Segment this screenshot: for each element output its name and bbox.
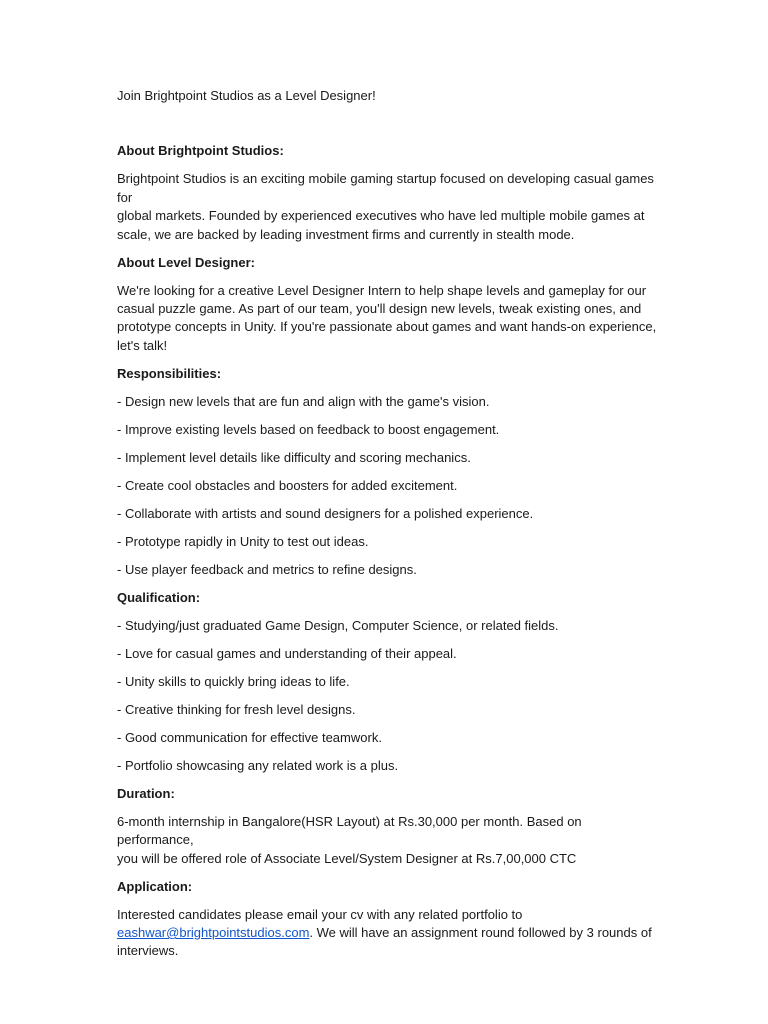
qualification-item: - Unity skills to quickly bring ideas to life. <box>117 673 350 689</box>
responsibility-item: - Implement level details like difficulty and scoring mechanics. <box>117 449 471 465</box>
qualification-item: - Creative thinking for fresh level designs. <box>117 701 356 717</box>
intro-line: Join Brightpoint Studios as a Level Designer! <box>117 88 376 103</box>
about-company-line: Brightpoint Studios is an exciting mobile gaming startup focused on developing casual games for <box>117 171 654 205</box>
responsibility-item: - Use player feedback and metrics to refine designs. <box>117 561 417 577</box>
responsibility-item: - Improve existing levels based on feedback to boost engagement. <box>117 421 500 437</box>
responsibility-item: - Collaborate with artists and sound designers for a polished experience. <box>117 505 534 521</box>
about-role-heading: About Level Designer: <box>117 254 255 270</box>
application-paragraph <box>117 906 657 961</box>
responsibility-item: - Create cool obstacles and boosters for added excitement. <box>117 477 458 493</box>
duration-line: you will be offered role of Associate Level/System Designer at Rs.7,00,000 CTC <box>117 850 577 866</box>
about-company-heading: About Brightpoint Studios: <box>117 143 284 159</box>
responsibility-item: - Design new levels that are fun and align with the game's vision. <box>117 393 490 409</box>
about-company-line: global markets. Founded by experienced executives who have led multiple mobile games at <box>117 208 645 224</box>
qualification-item: - Studying/just graduated Game Design, Computer Science, or related fields. <box>117 617 559 633</box>
qualification-heading: Qualification: <box>117 589 201 605</box>
duration-heading: Duration: <box>117 785 175 801</box>
responsibilities-heading: Responsibilities: <box>117 365 222 381</box>
about-role-line: let's talk! <box>117 337 168 353</box>
application-line: Interested candidates please email your cv with any related portfolio to <box>117 906 523 922</box>
qualification-item: - Good communication for effective teamwork. <box>117 729 382 745</box>
about-company-line: scale, we are backed by leading investment firms and currently in stealth mode. <box>117 226 575 242</box>
application-heading: Application: <box>117 878 193 894</box>
job-posting <box>117 87 657 961</box>
about-company-paragraph <box>117 170 657 244</box>
about-role-line: prototype concepts in Unity. If you're passionate about games and want hands-on experience, <box>117 319 657 335</box>
email-link[interactable]: eashwar@brightpointstudios.com <box>117 925 310 941</box>
qualification-item: - Portfolio showcasing any related work is a plus. <box>117 757 399 773</box>
application-line: interviews. <box>117 943 179 959</box>
application-line: . We will have an assignment round followed by 3 rounds of <box>309 925 652 941</box>
duration-line: 6-month internship in Bangalore(HSR Layout) at Rs.30,000 per month. Based on performance, <box>117 813 582 848</box>
about-role-line: casual puzzle game. As part of our team, you'll design new levels, tweak existing ones, and <box>117 301 642 317</box>
about-role-line: We're looking for a creative Level Designer Intern to help shape levels and gameplay for our <box>117 282 647 298</box>
about-role-paragraph <box>117 282 657 356</box>
qualification-item: - Love for casual games and understanding of their appeal. <box>117 645 457 661</box>
responsibility-item: - Prototype rapidly in Unity to test out ideas. <box>117 533 369 549</box>
duration-paragraph <box>117 813 657 868</box>
